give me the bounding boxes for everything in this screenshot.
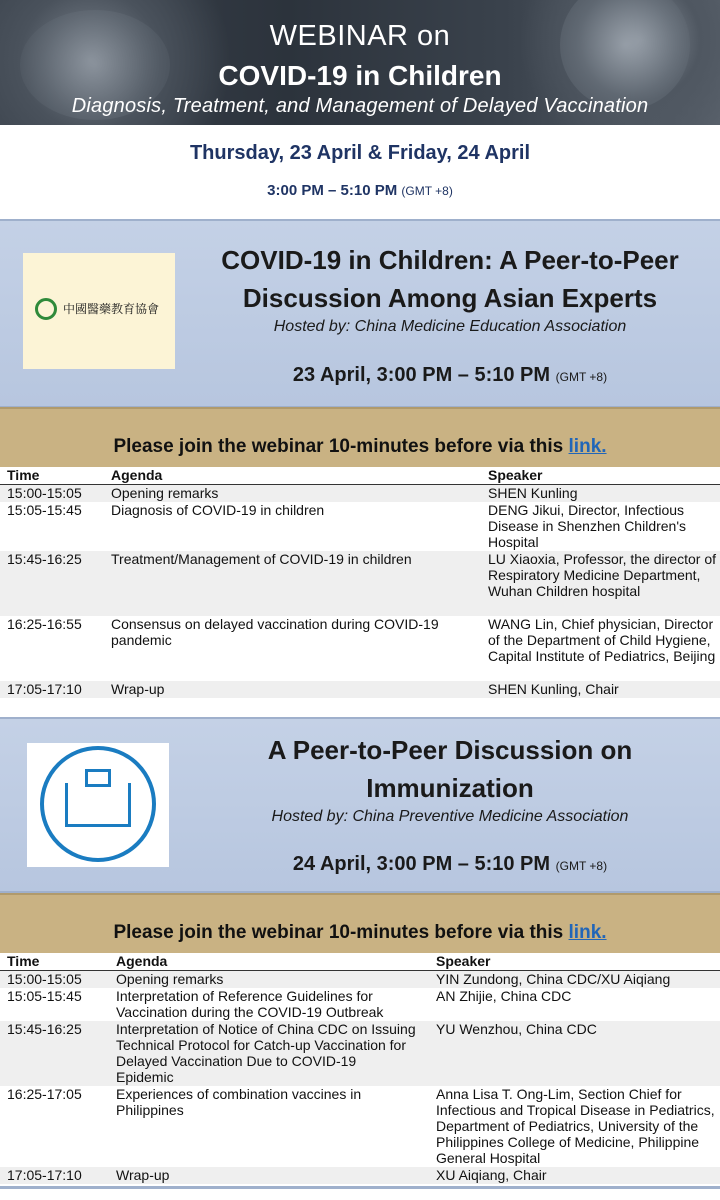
row-speaker: LU Xiaoxia, Professor, the director of Respiratory Medicine Department, Wuhan Children hospital bbox=[488, 551, 716, 599]
row-agenda: Wrap-up bbox=[116, 1167, 170, 1183]
row-agenda: Consensus on delayed vaccination during COVID-19 pandemic bbox=[111, 616, 439, 648]
join-bar-1 bbox=[0, 407, 720, 467]
great-wall-icon bbox=[65, 783, 131, 827]
row-agenda: Opening remarks bbox=[111, 485, 219, 501]
row-time: 16:25-16:55 bbox=[7, 616, 82, 632]
row-speaker: YIN Zundong, China CDC/XU Aiqiang bbox=[436, 971, 671, 987]
session-2-date-text: 24 April, 3:00 PM – 5:10 PM bbox=[292, 853, 551, 875]
session-1-host: Hosted by: China Medicine Education Association bbox=[273, 318, 627, 335]
row-speaker: Anna Lisa T. Ong-Lim, Section Chief for Infectious and Tropical Disease in Pediatrics, Department of Pediatrics, University of the Philippines College of Medicine, Philippine General Hospital bbox=[436, 1086, 715, 1166]
banner-subtitle: Diagnosis, Treatment, and Management of Delayed Vaccination bbox=[71, 95, 649, 117]
agenda-header-row bbox=[0, 953, 720, 971]
row-speaker: WANG Lin, Chief physician, Director of the Department of Child Hygiene, Capital Institute of Pediatrics, Beijing bbox=[488, 616, 716, 664]
cmea-logo-text: 中國醫藥教育協會 bbox=[63, 302, 160, 316]
header-speaker: Speaker bbox=[436, 953, 491, 969]
row-agenda: Interpretation of Notice of China CDC on Issuing Technical Protocol for Catch-up Vaccination for Delayed Vaccination Due to COVID-19 Epidemic bbox=[116, 1021, 416, 1085]
header-agenda: Agenda bbox=[111, 467, 163, 483]
table-row bbox=[0, 616, 720, 681]
table-row bbox=[0, 502, 720, 551]
join-bar-2 bbox=[0, 893, 720, 953]
session-1-timezone: (GMT +8) bbox=[555, 370, 608, 384]
row-time: 17:05-17:10 bbox=[7, 1167, 82, 1183]
table-row bbox=[0, 681, 720, 698]
header-time: Time bbox=[7, 467, 40, 483]
row-speaker: XU Aiqiang, Chair bbox=[436, 1167, 547, 1183]
webinar-banner bbox=[0, 0, 720, 125]
table-row bbox=[0, 485, 720, 502]
cmea-logo bbox=[23, 253, 175, 369]
header-agenda: Agenda bbox=[116, 953, 168, 969]
row-time: 15:05-15:45 bbox=[7, 988, 82, 1004]
agenda-table-1 bbox=[0, 467, 720, 698]
join-text bbox=[0, 922, 720, 944]
table-row bbox=[0, 988, 720, 1021]
session-1-title-line2: Discussion Among Asian Experts bbox=[242, 283, 658, 313]
event-time-range: 3:00 PM – 5:10 PM bbox=[267, 182, 398, 199]
row-agenda: Experiences of combination vaccines in Philippines bbox=[116, 1086, 362, 1118]
cmea-emblem-icon bbox=[35, 298, 57, 320]
row-time: 16:25-17:05 bbox=[7, 1086, 82, 1102]
row-time: 15:45-16:25 bbox=[7, 1021, 82, 1037]
row-speaker: AN Zhijie, China CDC bbox=[436, 988, 572, 1004]
row-time: 15:00-15:05 bbox=[7, 971, 82, 987]
session-2-title-line1: A Peer-to-Peer Discussion on bbox=[267, 735, 633, 765]
event-dates: Thursday, 23 April & Friday, 24 April bbox=[189, 142, 531, 164]
event-time bbox=[0, 182, 720, 199]
session-1-date bbox=[180, 364, 720, 387]
table-row bbox=[0, 551, 720, 616]
table-row bbox=[0, 971, 720, 988]
cpma-logo bbox=[27, 743, 169, 867]
session-1-date-text: 23 April, 3:00 PM – 5:10 PM bbox=[292, 364, 551, 386]
bottom-divider bbox=[0, 1186, 720, 1189]
table-row bbox=[0, 1021, 720, 1086]
event-timezone: (GMT +8) bbox=[401, 184, 453, 198]
row-agenda: Diagnosis of COVID-19 in children bbox=[111, 502, 325, 518]
header-speaker: Speaker bbox=[488, 467, 543, 483]
table-row bbox=[0, 1167, 720, 1184]
join-message: Please join the webinar 10-minutes before via this bbox=[113, 436, 569, 457]
agenda-header-row bbox=[0, 467, 720, 485]
agenda-table-2 bbox=[0, 953, 720, 1184]
row-speaker: DENG Jikui, Director, Infectious Disease in Shenzhen Children's Hospital bbox=[488, 502, 687, 550]
row-time: 15:00-15:05 bbox=[7, 485, 82, 501]
session-1-title-line1: COVID-19 in Children: A Peer-to-Peer bbox=[221, 245, 679, 275]
row-agenda: Interpretation of Reference Guidelines for Vaccination during the COVID-19 Outbreak bbox=[116, 988, 384, 1020]
join-link[interactable]: link. bbox=[568, 436, 607, 457]
session-1-header bbox=[0, 219, 720, 408]
row-time: 15:05-15:45 bbox=[7, 502, 82, 518]
session-2-date bbox=[180, 853, 720, 876]
virus-decoration bbox=[560, 0, 690, 110]
join-link[interactable]: link. bbox=[568, 922, 607, 943]
row-agenda: Treatment/Management of COVID-19 in children bbox=[111, 551, 412, 567]
table-row bbox=[0, 1086, 720, 1167]
banner-line1: WEBINAR on bbox=[269, 20, 451, 52]
row-time: 17:05-17:10 bbox=[7, 681, 82, 697]
row-agenda: Opening remarks bbox=[116, 971, 224, 987]
row-speaker: SHEN Kunling, Chair bbox=[488, 681, 619, 697]
row-speaker: YU Wenzhou, China CDC bbox=[436, 1021, 597, 1037]
row-time: 15:45-16:25 bbox=[7, 551, 82, 567]
header-time: Time bbox=[7, 953, 40, 969]
watchtower-icon bbox=[85, 769, 111, 787]
session-2-header bbox=[0, 717, 720, 893]
row-speaker: SHEN Kunling bbox=[488, 485, 578, 501]
join-text bbox=[0, 436, 720, 458]
session-2-host: Hosted by: China Preventive Medicine Association bbox=[271, 808, 629, 825]
session-2-title-line2: Immunization bbox=[366, 773, 534, 803]
session-2-timezone: (GMT +8) bbox=[555, 859, 608, 873]
banner-title: COVID-19 in Children bbox=[218, 60, 502, 91]
join-message: Please join the webinar 10-minutes before via this bbox=[113, 922, 569, 943]
row-agenda: Wrap-up bbox=[111, 681, 165, 697]
